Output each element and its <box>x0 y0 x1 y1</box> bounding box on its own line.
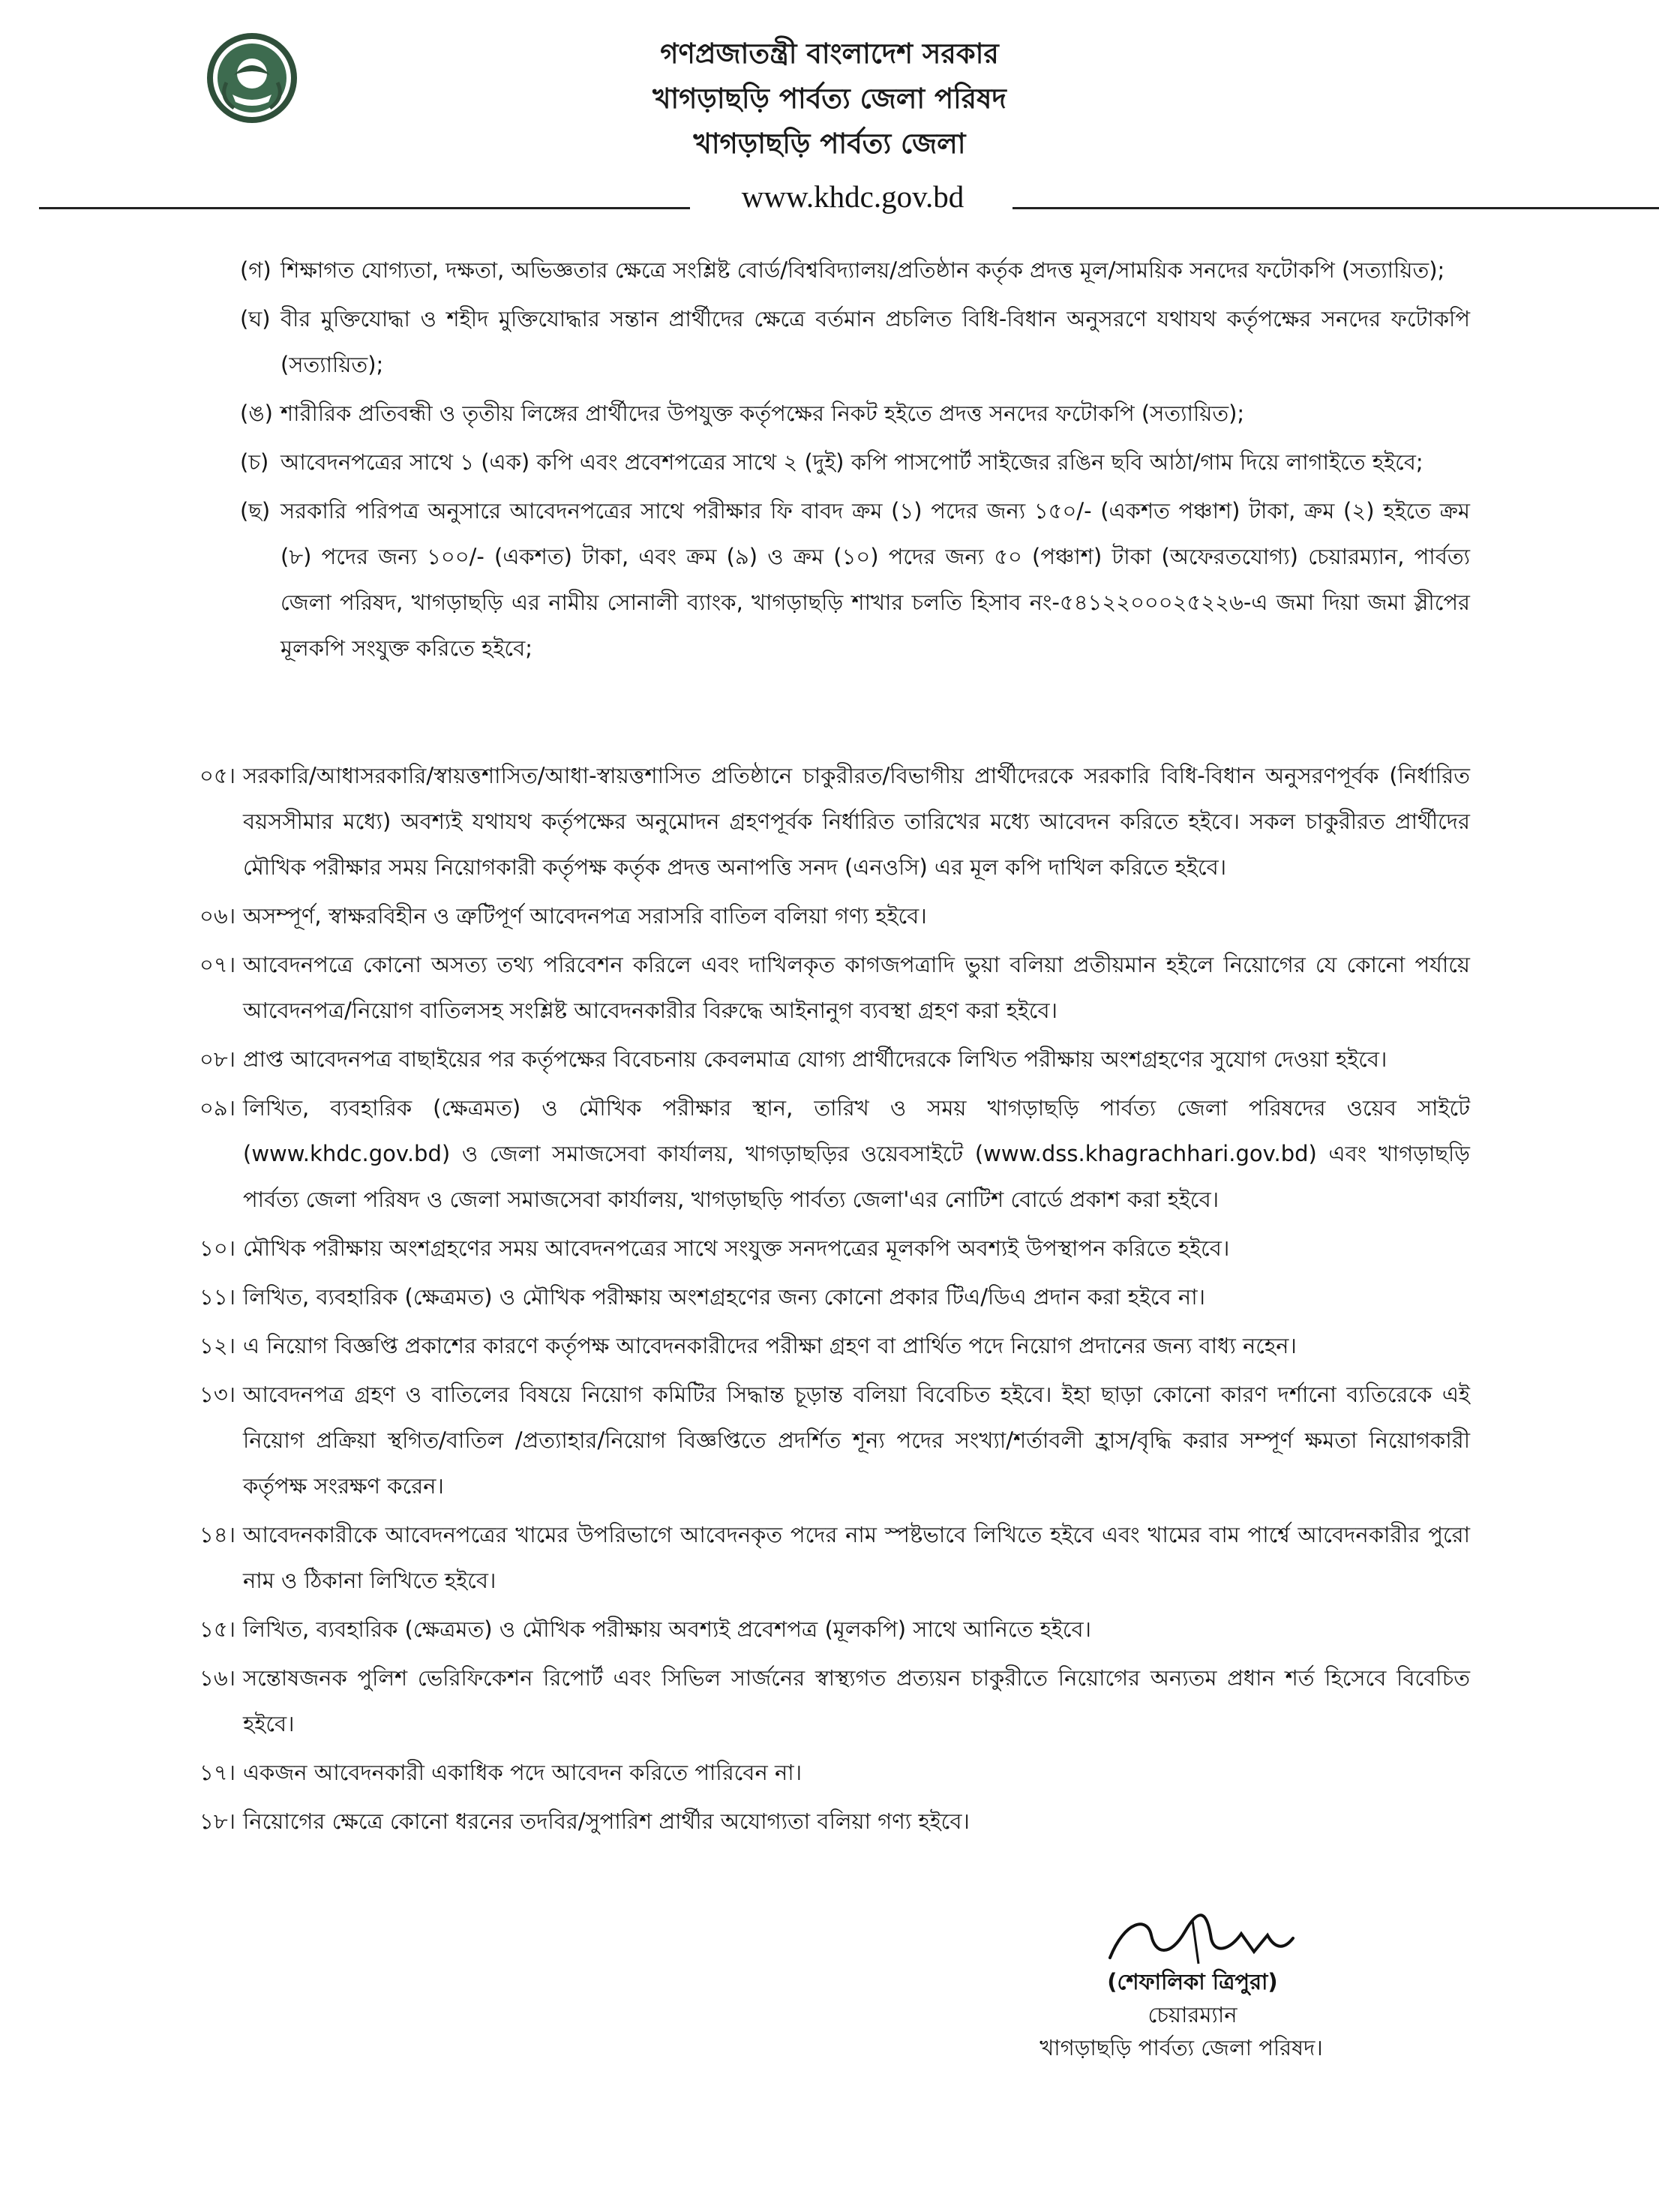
sub-item <box>240 248 1470 293</box>
point-text: সরকারি/আধাসরকারি/স্বায়ত্তশাসিত/আধা-স্বায়ত্তশাসিত প্রতিষ্ঠানে চাকুরীরত/বিভাগীয় প্রার্থীদেরকে সরকারি বিধি-বিধান অনুসরণপূর্বক (নির্ধারিত বয়সসীমার মধ্যে) অবশ্যই যথাযথ কর্তৃপক্ষের অনুমোদন গ্রহণপূর্বক নির্ধারিত তারিখের মধ্যে আবেদন করিতে হইবে। সকল চাকুরীরত প্রার্থীদের মৌখিক পরীক্ষার সময় নিয়োগকারী কর্তৃপক্ষ কর্তৃক প্রদত্ত অনাপত্তি সনদ (এনওসি) এর মূল কপি দাখিল করিতে হইবে। <box>243 763 1470 880</box>
sub-item-label: (ঙ) <box>240 401 273 426</box>
point-item <box>200 1799 1470 1844</box>
point-item <box>200 1512 1470 1604</box>
point-number: ১৪। <box>200 1522 236 1547</box>
government-name: গণপ্রজাতন্ত্রী বাংলাদেশ সরকার <box>660 38 999 70</box>
sub-item <box>240 296 1470 388</box>
sub-item-text: শিক্ষাগত যোগ্যতা, দক্ষতা, অভিজ্ঞতার ক্ষেত্রে সংশ্লিষ্ট বোর্ড/বিশ্ববিদ্যালয়/প্রতিষ্ঠান কর্তৃক প্রদত্ত মূল/সাময়িক সনদের ফটোকপি (সত্যায়িত); <box>280 257 1445 283</box>
point-text: এ নিয়োগ বিজ্ঞপ্তি প্রকাশের কারণে কর্তৃপক্ষ আবেদনকারীদের পরীক্ষা গ্রহণ বা প্রার্থিত পদে নিয়োগ প্রদানের জন্য বাধ্য নহেন। <box>243 1333 1297 1358</box>
point-text: লিখিত, ব্যবহারিক (ক্ষেত্রমত) ও মৌখিক পরীক্ষায় অংশগ্রহণের জন্য কোনো প্রকার টিএ/ডিএ প্রদান করা হইবে না। <box>243 1284 1206 1310</box>
point-item <box>200 942 1470 1034</box>
point-number: ১০। <box>200 1235 236 1261</box>
point-number: ০৭। <box>200 952 236 977</box>
point-number: ০৯। <box>200 1095 236 1121</box>
point-number: ০৬। <box>200 903 236 929</box>
point-text: আবেদনপত্র গ্রহণ ও বাতিলের বিষয়ে নিয়োগ কমিটির সিদ্ধান্ত চূড়ান্ত বলিয়া বিবেচিত হইবে। ইহা ছাড়া কোনো কারণ দর্শানো ব্যতিরেকে এই নিয়োগ প্রক্রিয়া স্থগিত/বাতিল /প্রত্যাহার/নিয়োগ বিজ্ঞপ্তিতে প্রদর্শিত শূন্য পদের সংখ্যা/শর্তাবলী হ্রাস/বৃদ্ধি করার সম্পূর্ণ ক্ষমতা নিয়োগকারী কর্তৃপক্ষ সংরক্ষণ করেন। <box>243 1382 1470 1499</box>
point-item <box>200 1372 1470 1509</box>
document-sub-items <box>240 248 1470 674</box>
council-name: খাগড়াছড়ি পার্বত্য জেলা পরিষদ <box>652 83 1006 115</box>
point-number: ১৬। <box>200 1665 236 1691</box>
point-item <box>200 753 1470 890</box>
sub-item-label: (ছ) <box>240 498 271 524</box>
point-item <box>200 1274 1470 1320</box>
signatory-office: খাগড়াছড়ি পার্বত্য জেলা পরিষদ। <box>1040 2035 1323 2060</box>
point-text: সন্তোষজনক পুলিশ ভেরিফিকেশন রিপোর্ট এবং সিভিল সার্জনের স্বাস্থ্যগত প্রত্যয়ন চাকুরীতে নিয়োগের অন্যতম প্রধান শর্ত হিসেবে বিবেচিত হইবে। <box>243 1665 1470 1736</box>
point-text: মৌখিক পরীক্ষায় অংশগ্রহণের সময় আবেদনপত্রের সাথে সংযুক্ত সনদপত্রের মূলকপি অবশ্যই উপস্থাপন করিতে হইবে। <box>243 1235 1230 1261</box>
document-points <box>200 753 1470 1847</box>
point-item <box>200 893 1470 939</box>
sub-item-label: (গ) <box>240 257 272 283</box>
point-text: নিয়োগের ক্ষেত্রে কোনো ধরনের তদবির/সুপারিশ প্রার্থীর অযোগ্যতা বলিয়া গণ্য হইবে। <box>243 1808 970 1834</box>
sub-item <box>240 440 1470 485</box>
point-text: আবেদনপত্রে কোনো অসত্য তথ্য পরিবেশন করিলে এবং দাখিলকৃত কাগজপত্রাদি ভুয়া বলিয়া প্রতীয়মান হইলে নিয়োগের যে কোনো পর্যায়ে আবেদনপত্র/নিয়োগ বাতিলসহ সংশ্লিষ্ট আবেদনকারীর বিরুদ্ধে আইনানুগ ব্যবস্থা গ্রহণ করা হইবে। <box>243 952 1470 1023</box>
point-number: ০৮। <box>200 1046 236 1072</box>
point-text: লিখিত, ব্যবহারিক (ক্ষেত্রমত) ও মৌখিক পরীক্ষায় অবশ্যই প্রবেশপত্র (মূলকপি) সাথে আনিতে হইবে। <box>243 1616 1092 1642</box>
point-number: ০৫। <box>200 763 236 788</box>
signatory-name: (শেফালিকা ত্রিপুরা) <box>1107 1969 1278 1994</box>
header-divider-left <box>39 207 690 209</box>
point-item <box>200 1607 1470 1652</box>
header-divider-right <box>1012 207 1659 209</box>
website-row <box>39 174 1629 219</box>
sub-item <box>240 488 1470 671</box>
sub-item-text: আবেদনপত্রের সাথে ১ (এক) কপি এবং প্রবেশপত্রের সাথে ২ (দুই) কপি পাসপোর্ট সাইজের রঙিন ছবি আঠা/গাম দিয়ে লাগাইতে হইবে; <box>280 449 1424 475</box>
point-item <box>200 1085 1470 1223</box>
point-item <box>200 1655 1470 1747</box>
point-text: প্রাপ্ত আবেদনপত্র বাছাইয়ের পর কর্তৃপক্ষের বিবেচনায় কেবলমাত্র যোগ্য প্রার্থীদেরকে লিখিত পরীক্ষায় অংশগ্রহণের সুযোগ দেওয়া হইবে। <box>243 1046 1388 1072</box>
point-item <box>200 1226 1470 1271</box>
signature-block <box>998 1905 1388 2064</box>
point-text: একজন আবেদনকারী একাধিক পদে আবেদন করিতে পারিবেন না। <box>243 1760 802 1785</box>
point-item <box>200 1323 1470 1369</box>
website-url: www.khdc.gov.bd <box>741 179 964 214</box>
point-text: অসম্পূর্ণ, স্বাক্ষরবিহীন ও ত্রুটিপূর্ণ আবেদনপত্র সরাসরি বাতিল বলিয়া গণ্য হইবে। <box>243 903 927 929</box>
point-number: ১১। <box>200 1284 236 1310</box>
point-number: ১৭। <box>200 1760 236 1785</box>
sub-item-text: সরকারি পরিপত্র অনুসারে আবেদনপত্রের সাথে পরীক্ষার ফি বাবদ ক্রম (১) পদের জন্য ১৫০/- (একশত পঞ্চাশ) টাকা, ক্রম (২) হইতে ক্রম (৮) পদের জন্য ১০০/- (একশত) টাকা, এবং ক্রম (৯) ও ক্রম (১০) পদের জন্য ৫০ (পঞ্চাশ) টাকা (অফেরতযোগ্য) চেয়ারম্যান, পার্বত্য জেলা পরিষদ, খাগড়াছড়ি এর নামীয় সোনালী ব্যাংক, খাগড়াছড়ি শাখার চলতি হিসাব নং-৫৪১২২০০০২৫২২৬-এ জমা দিয়া জমা স্লীপের মূলকপি সংযুক্ত করিতে হইবে; <box>280 498 1470 661</box>
letterhead <box>0 32 1659 167</box>
handwritten-signature <box>1080 1905 1305 1973</box>
point-number: ১৩। <box>200 1382 236 1407</box>
sub-item-text: বীর মুক্তিযোদ্ধা ও শহীদ মুক্তিযোদ্ধার সন্তান প্রার্থীদের ক্ষেত্রে বর্তমান প্রচলিত বিধি-বিধান অনুসরণে যথাযথ কর্তৃপক্ষের সনদের ফটোকপি (সত্যায়িত); <box>280 306 1470 377</box>
district-name: খাগড়াছড়ি পার্বত্য জেলা <box>693 128 966 160</box>
point-number: ১৮। <box>200 1808 236 1834</box>
signatory-role: চেয়ারম্যান <box>1148 2002 1238 2027</box>
point-number: ১২। <box>200 1333 236 1358</box>
point-text: আবেদনকারীকে আবেদনপত্রের খামের উপরিভাগে আবেদনকৃত পদের নাম স্পষ্টভাবে লিখিতে হইবে এবং খামের বাম পার্শ্বে আবেদনকারীর পুরো নাম ও ঠিকানা লিখিতে হইবে। <box>243 1522 1470 1593</box>
sub-item <box>240 391 1470 437</box>
point-item <box>200 1037 1470 1082</box>
point-item <box>200 1750 1470 1796</box>
sub-item-label: (চ) <box>240 449 269 475</box>
point-number: ১৫। <box>200 1616 236 1642</box>
sub-item-text: শারীরিক প্রতিবন্ধী ও তৃতীয় লিঙ্গের প্রার্থীদের উপযুক্ত কর্তৃপক্ষের নিকট হইতে প্রদত্ত সনদের ফটোকপি (সত্যায়িত); <box>280 401 1245 426</box>
sub-item-label: (ঘ) <box>240 306 271 332</box>
point-text: লিখিত, ব্যবহারিক (ক্ষেত্রমত) ও মৌখিক পরীক্ষার স্থান, তারিখ ও সময় খাগড়াছড়ি পার্বত্য জেলা পরিষদের ওয়েব সাইটে (www.khdc.gov.bd) ও জেলা সমাজসেবা কার্যালয়, খাগড়াছড়ির ওয়েবসাইটে (www.dss.khagrachhari.gov.bd) এবং খাগড়াছড়ি পার্বত্য জেলা পরিষদ ও জেলা সমাজসেবা কার্যালয়, খাগড়াছড়ি পার্বত্য জেলা'এর নোটিশ বোর্ডে প্রকাশ করা হইবে। <box>243 1095 1470 1212</box>
